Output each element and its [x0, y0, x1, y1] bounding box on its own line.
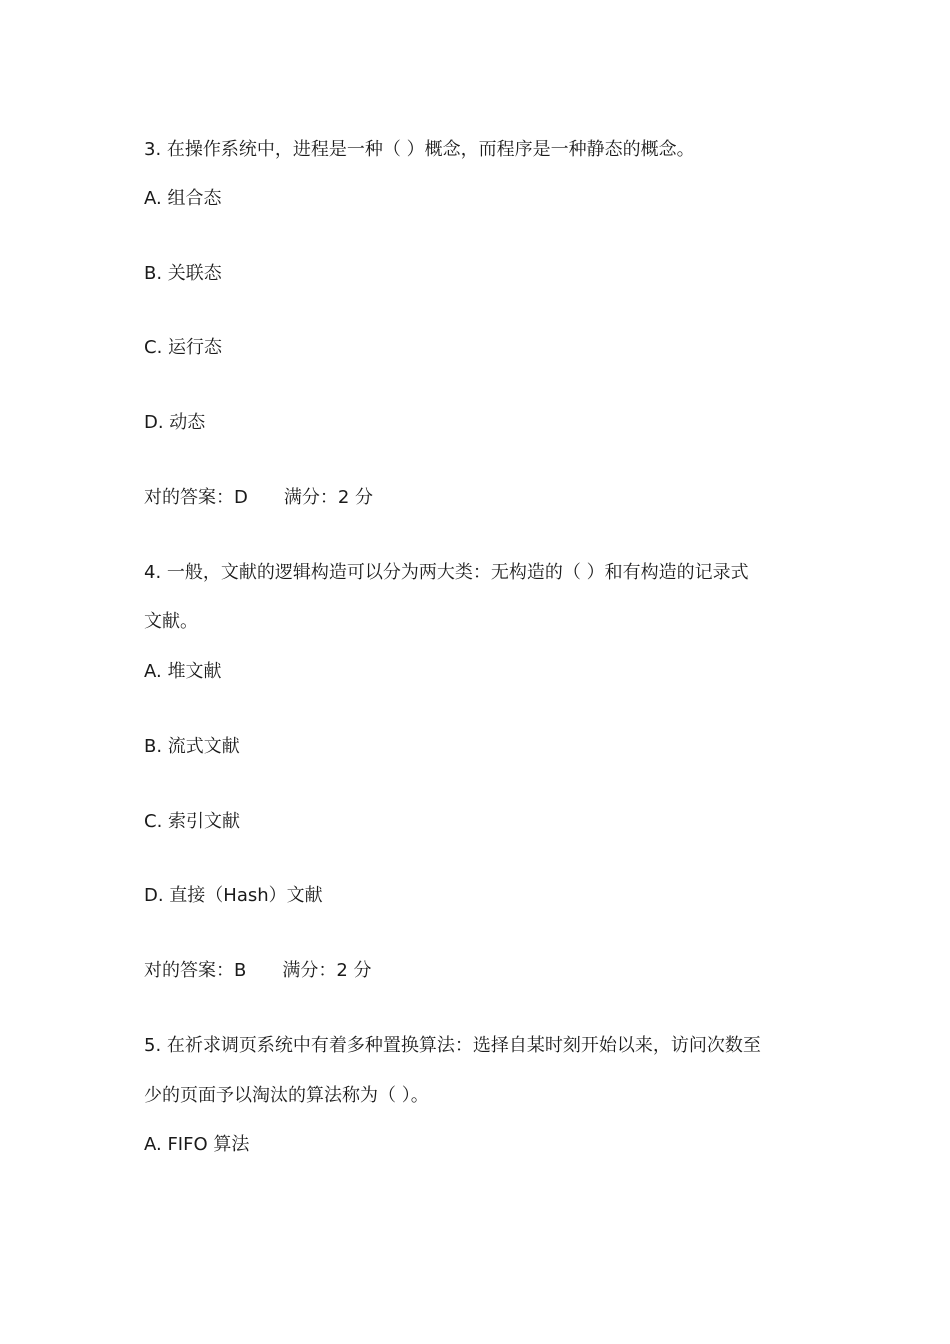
- question-4-score: 满分：2 分: [282, 960, 372, 981]
- question-4-answer-line: [144, 959, 372, 983]
- question-3-answer: 对的答案：D: [144, 487, 248, 508]
- question-4-stem-line-2: 文献。: [144, 611, 198, 632]
- question-4-option-a: A. 堆文献: [144, 661, 222, 682]
- question-3-option-c: C. 运行态: [144, 337, 223, 358]
- question-5-option-a: A. FIFO 算法: [144, 1134, 250, 1155]
- question-4-answer: 对的答案：B: [144, 960, 247, 981]
- question-3-option-d: D. 动态: [144, 412, 206, 433]
- question-3-option-b: B. 关联态: [144, 263, 222, 284]
- question-4-option-b: B. 流式文献: [144, 736, 240, 757]
- question-4-stem-line-1: 4. 一般，文献的逻辑构造可以分为两大类：无构造的（ ）和有构造的记录式: [144, 562, 749, 583]
- question-4-option-d: D. 直接（Hash）文献: [144, 885, 323, 906]
- question-3-answer-line: [144, 486, 373, 510]
- question-4-option-c: C. 索引文献: [144, 811, 241, 832]
- question-3-score: 满分：2 分: [283, 487, 374, 508]
- question-3-stem: 3. 在操作系统中，进程是一种（ ）概念，而程序是一种静态的概念。: [144, 139, 695, 160]
- question-5-stem-line-2: 少的页面予以淘汰的算法称为（ ）。: [144, 1085, 429, 1106]
- question-3-option-a: A. 组合态: [144, 188, 222, 209]
- question-5-stem-line-1: 5. 在祈求调页系统中有着多种置换算法：选择自某时刻开始以来，访问次数至: [144, 1035, 761, 1056]
